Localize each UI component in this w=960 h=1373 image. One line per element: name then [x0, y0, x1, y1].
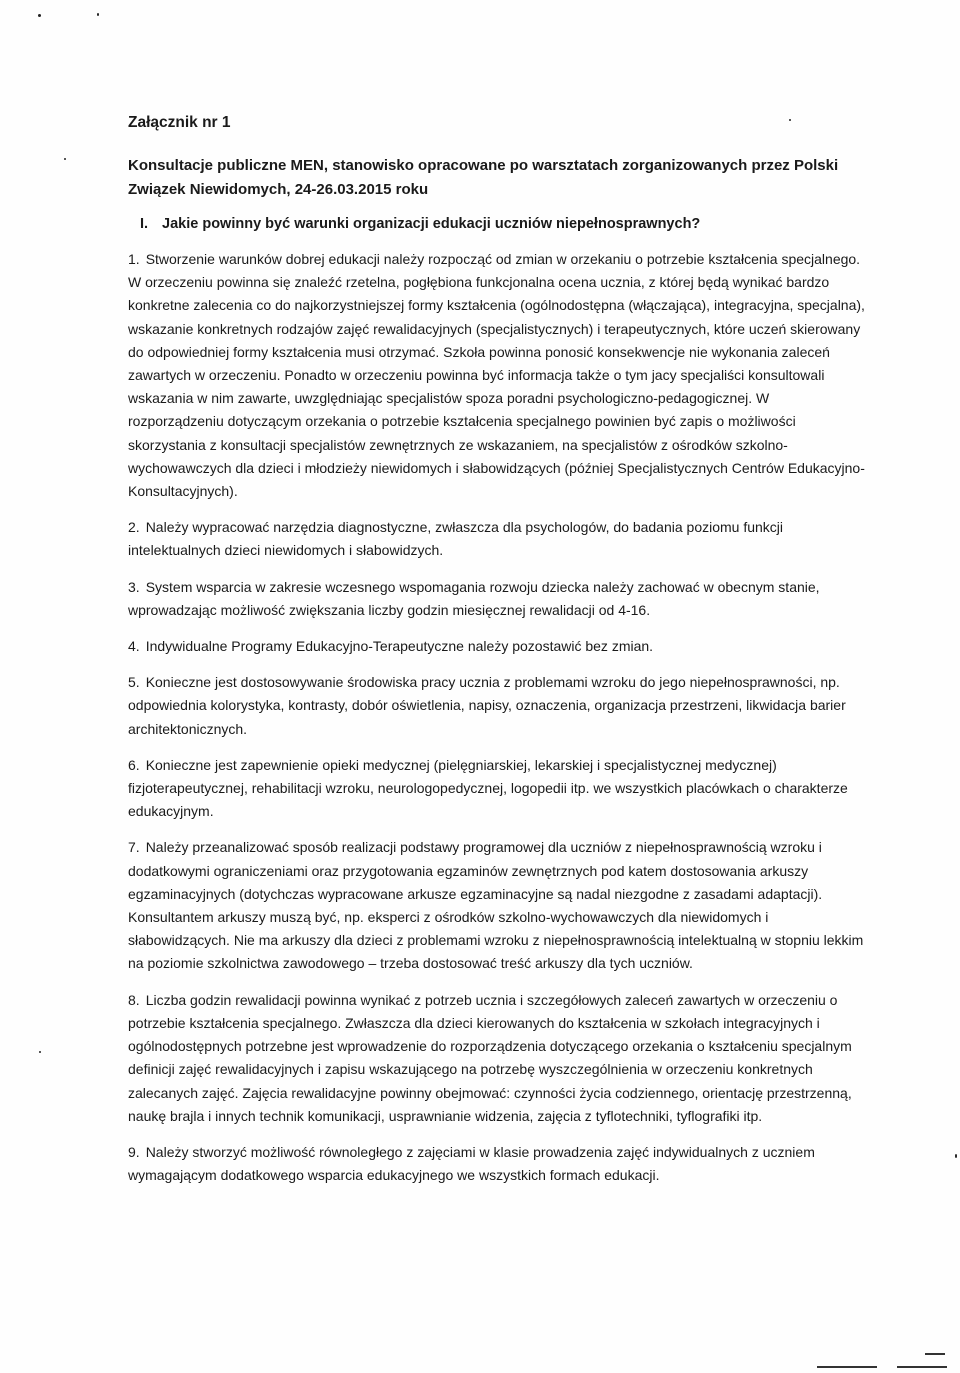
list-item: [128, 516, 868, 562]
list-item: [128, 576, 868, 622]
list-item: [128, 754, 868, 824]
item-number: 4.: [128, 638, 140, 655]
section-number: I.: [140, 216, 149, 232]
scan-speck: [97, 13, 99, 16]
scan-line: [925, 1353, 945, 1355]
list-item: [128, 1141, 868, 1187]
item-number: 6.: [128, 756, 140, 773]
item-number: 7.: [128, 839, 140, 856]
item-number: 9.: [128, 1143, 140, 1160]
item-text: Należy wypracować narzędzia diagnostyczne, zwłaszcza dla psychologów, do badania poziomu funkcji intelektualnych dzieci niewidomych i słabowidzych.: [128, 519, 784, 559]
item-number: 3.: [128, 578, 140, 595]
scan-line: [817, 1366, 877, 1368]
section-heading-text: Jakie powinny być warunki organizacji edukacji uczniów niepełnosprawnych?: [162, 216, 701, 232]
scan-speck: [39, 1051, 41, 1053]
item-number: 8.: [128, 991, 140, 1008]
item-text: Stworzenie warunków dobrej edukacji należy rozpocząć od zmian w orzekaniu o potrzebie kształcenia specjalnego. W orzeczeniu powinna się znaleźć rzetelna, pogłębiona funkcjonalna ocena ucznia, z której będą wynikać bardzo konkretne zalecenia co do najkorzystniejszej formy kształcenia (ogólnodostępna (włączająca), integracyjna, specjalna), wskazanie konkretnych rodzajów zajęć rewalidacyjnych (specjalistycznych) i terapeutycznych, które uczeń skierowany do odpowiedniej formy kształcenia musi otrzymać. Szkoła powinna ponosić konsekwencje nie wykonania zaleceń zawartych w orzeczeniu. Ponadto w orzeczeniu powinna być informacja także o tym jacy specjaliści konsultowali wskazania w nim zawarte, uwzględniając specjalistów spoza poradni psychologiczno-pedagogicznej. W rozporządzeniu dotyczącym orzekania o potrzebie kształcenia specjalnego powinien być zapis o możliwości skorzystania z konsultacji specjalistów zewnętrznych ze wskazaniem, na specjalistów z ośrodków szkolno-wychowawczych dla dzieci i młodzieży niewidomych i słabowidzących (później Specjalistycznych Centrów Edukacyjno-Konsultacyjnych).: [128, 251, 865, 500]
document-title: Konsultacje publiczne MEN, stanowisko opracowane po warsztatach zorganizowanych przez Polski Związek Niewidomych, 24-26.03.2015 roku: [128, 157, 839, 198]
item-text: Indywidualne Programy Edukacyjno-Terapeutyczne należy pozostawić bez zmian.: [145, 638, 654, 655]
item-text: Liczba godzin rewalidacji powinna wynikać z potrzeb ucznia i szczegółowych zaleceń zawartych w orzeczeniu o potrzebie kształcenia specjalnego. Zwłaszcza dla dzieci kierowanych do kształcenia w szkołach integracyjnych i ogólnodostępnych potrzebne jest wprowadzenie do rozporządzenia dotyczącego orzekania o kształceniu specjalnym definicji zajęć rewalidacyjnych i zapisu wskazującego na potrzebę wyszczególnienia w orzeczeniu konkretnych zalecanych zajęć. Zajęcia rewalidacyjne powinny obejmować: czynności życia codziennego, orientację przestrzenną, naukę brajla i innych technik komunikacji, usprawnianie widzenia, zajęcia z tyflotechniki, tyflografiki itp.: [128, 991, 852, 1124]
list-item: [128, 635, 868, 658]
item-number: 5.: [128, 674, 140, 691]
scan-line: [897, 1366, 947, 1368]
item-text: Konieczne jest zapewnienie opieki medycznej (pielęgniarskiej, lekarskiej i specjalistycznej medycznej) fizjoterapeutycznej, rehabilitacji wzroku, neurologopedycznej, logopedii itp. we wszystkich placówkach o charakterze edukacyjnym.: [128, 756, 848, 820]
list-item: [128, 671, 868, 741]
list-item: [128, 836, 868, 975]
item-number: 2.: [128, 519, 140, 536]
item-text: Należy przeanalizować sposób realizacji podstawy programowej dla uczniów z niepełnosprawnością wzroku i dodatkowymi ograniczeniami oraz przygotowania egzaminów zewnętrznych pod katem dostosowania arkuszy egzaminacyjnych (dotychczas wypracowane arkusze egzaminacyjne są nadal niezgodne z zasadami adaptacji). Konsultantem arkuszy muszą być, np. eksperci z ośrodków szkolno-wychowawczych dla niewidomych i słabowidzących. Nie ma arkuszy dla dzieci z problemami wzroku z niepełnosprawnością intelektualną w stopniu lekkim na poziomie szkolnictwa zawodowego – trzeba dostosować treść arkuszy dla tych uczniów.: [128, 839, 864, 972]
scan-speck: [38, 14, 41, 17]
scan-speck: [955, 1154, 957, 1158]
item-text: Należy stworzyć możliwość równoległego z zajęciami w klasie prowadzenia zajęć indywidualnych z uczniem wymagającym dodatkowego wsparcia edukacyjnego we wszystkich formach edukacji.: [128, 1143, 815, 1184]
item-text: Konieczne jest dostosowywanie środowiska pracy ucznia z problemami wzroku do jego niepełnosprawności, np. odpowiednia kolorystyka, kontrasty, dobór oświetlenia, napisy, oznaczenia, organizacja przestrzeni, likwidacja barier architektonicznych.: [128, 674, 846, 737]
attachment-label: Załącznik nr 1: [128, 114, 231, 131]
scan-speck: [64, 158, 66, 160]
item-number: 1.: [128, 251, 140, 267]
document-content: [128, 113, 868, 1200]
item-text: System wsparcia w zakresie wczesnego wspomagania rozwoju dziecka należy zachować w obecnym stanie, wprowadzając możliwość zwiększania liczby godzin miesięcznej rewalidacji od 4-16.: [128, 578, 820, 618]
section-heading: [140, 212, 868, 236]
list-item: [128, 248, 868, 503]
list-item: [128, 989, 868, 1128]
